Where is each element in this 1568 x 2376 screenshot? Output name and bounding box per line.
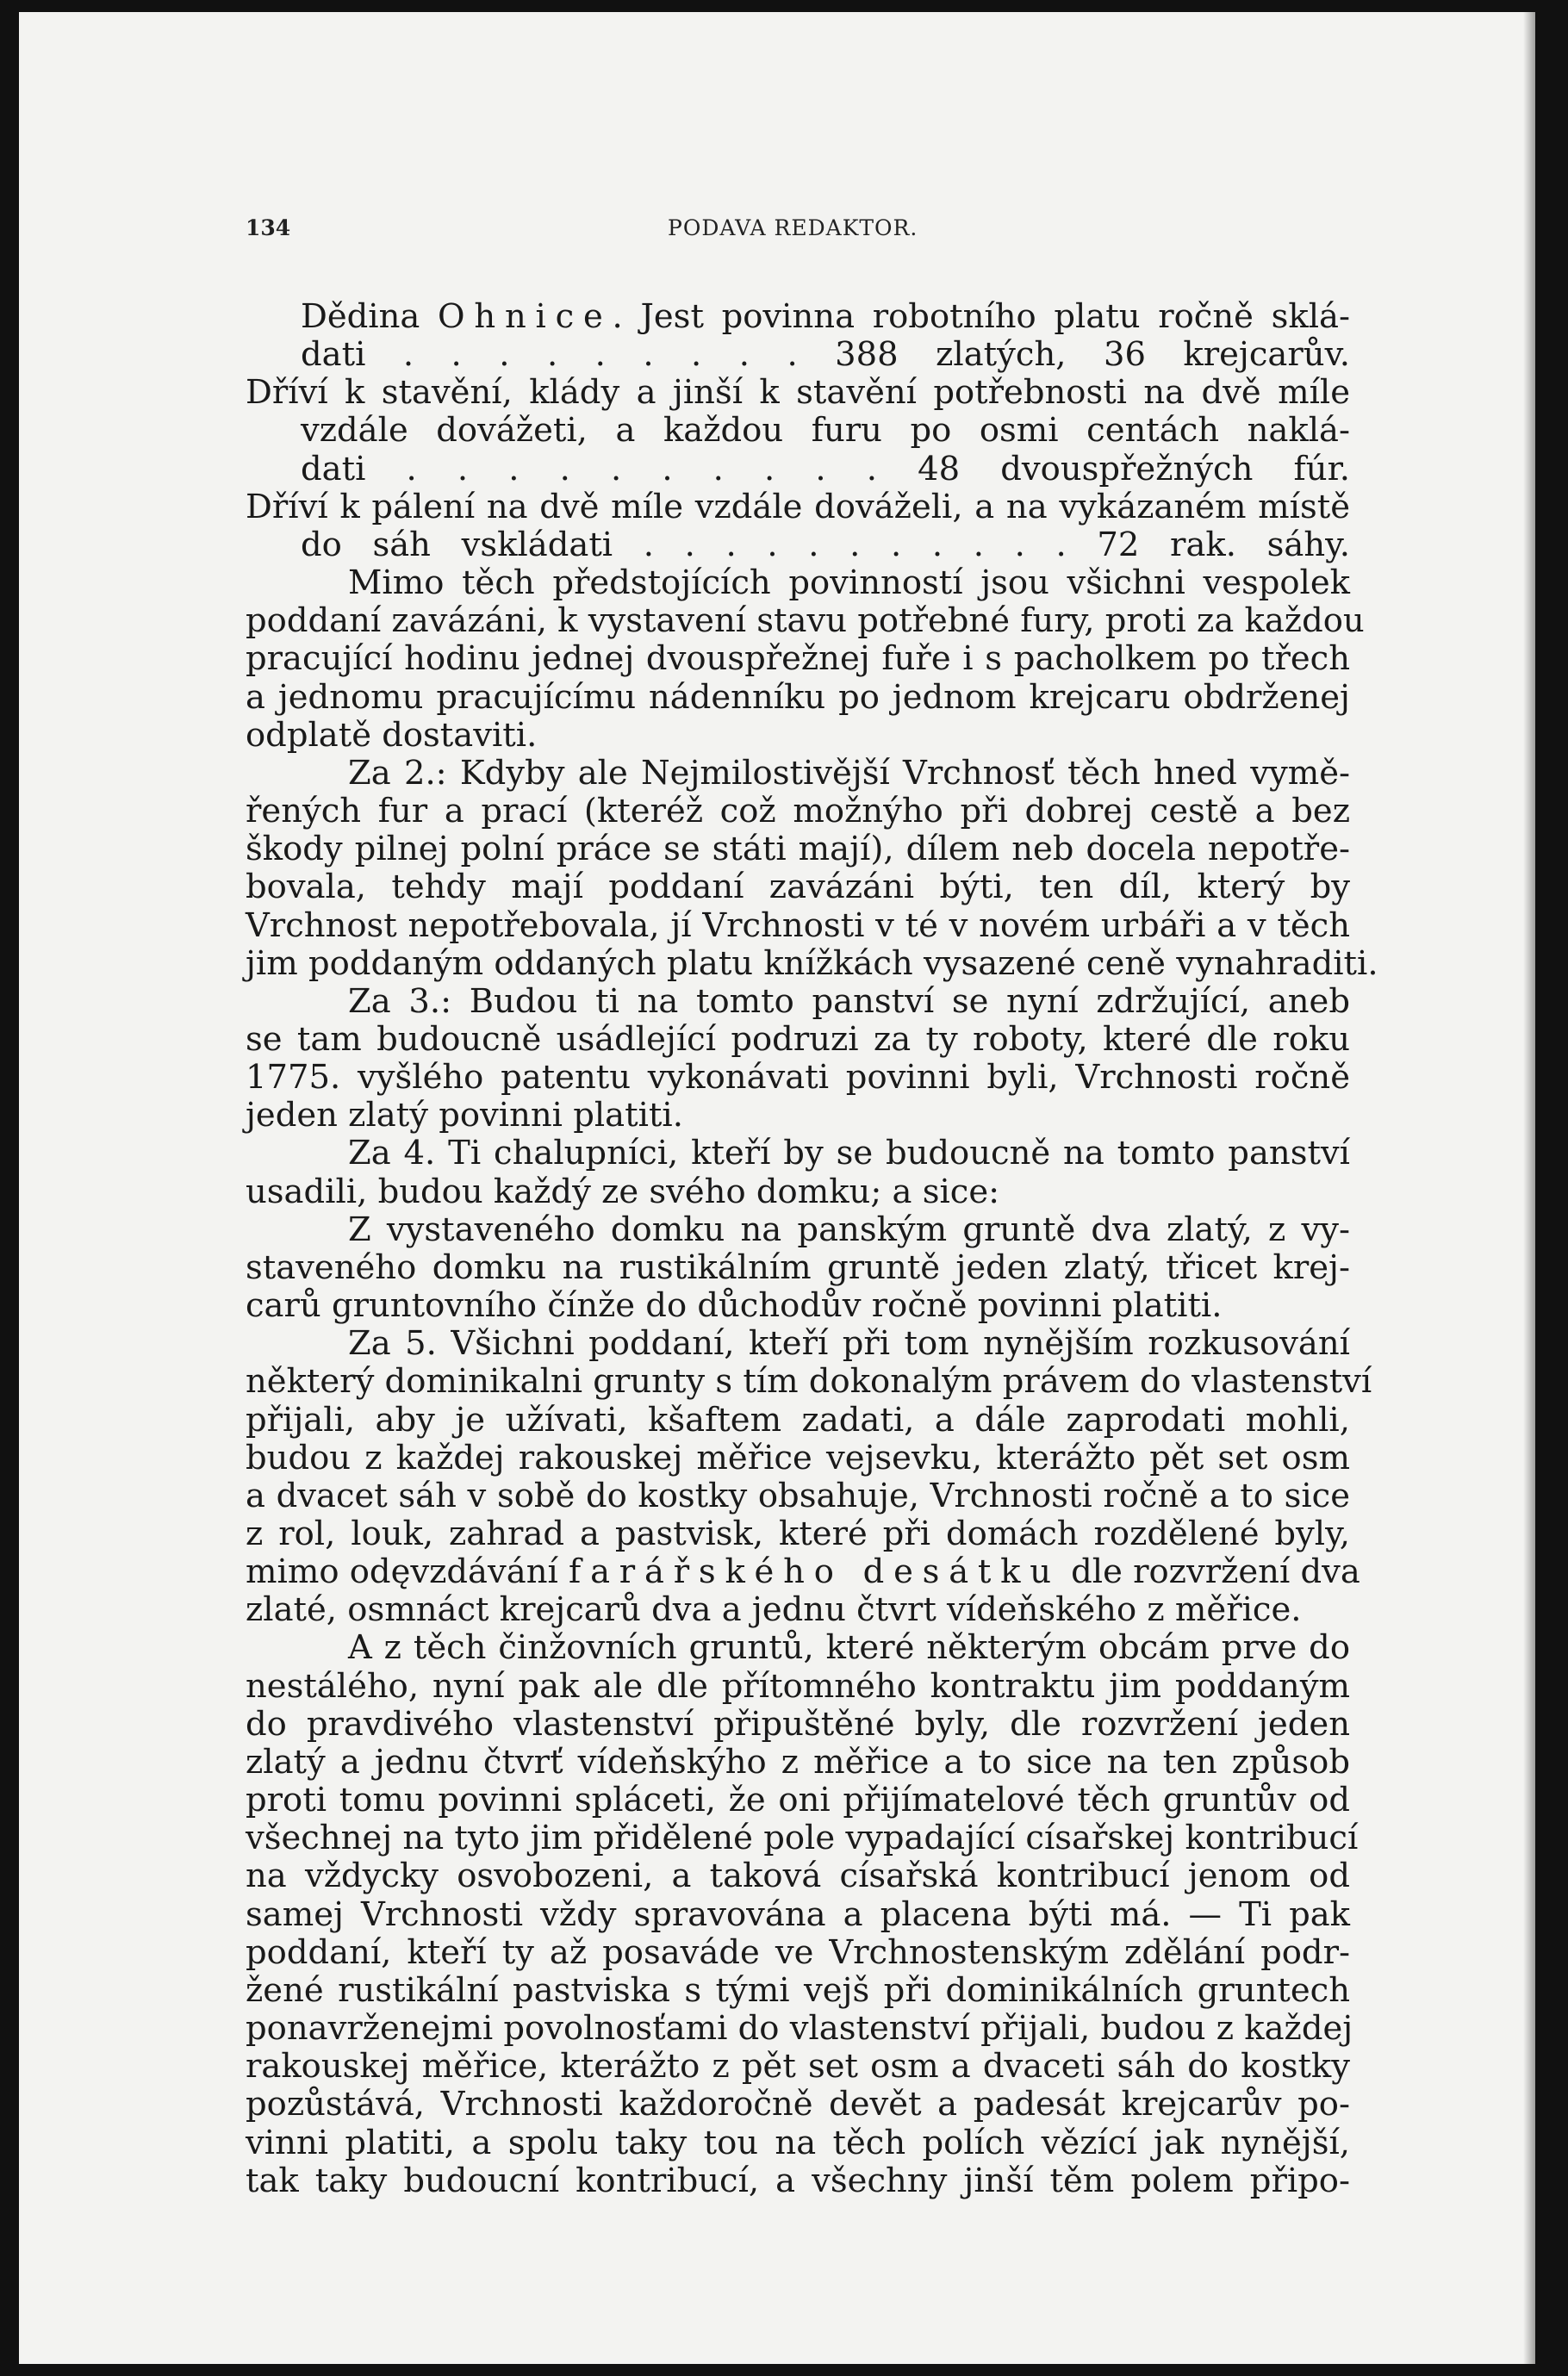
text-segment: Z vystaveného domku na panským gruntě dva zlatý, z vy-: [348, 1210, 1350, 1249]
text-segment: poddaní, kteří ty až posaváde ve Vrchnostenským zdělání podr-: [246, 1932, 1350, 1972]
text-line: [246, 1362, 1372, 1402]
text-segment: a dvacet sáh v sobě do kostky obsahuje, Vrchnosti ročně a to sice: [246, 1476, 1350, 1515]
text-line: [246, 1552, 1360, 1592]
text-segment: žené rustikální pastviska s tými vejš při dominikálních gruntech: [246, 1970, 1350, 2010]
text-segment: jeden zlatý povinni platiti.: [246, 1096, 683, 1135]
text-line: [246, 1402, 1350, 1440]
text-line: [246, 1173, 1350, 1211]
text-line: [246, 1135, 1350, 1172]
text-segment: do sáh vskládati . . . . . . . . . . . 72 rak. sáhy.: [301, 525, 1350, 564]
text-line: [246, 943, 1378, 983]
text-segment: Mimo těch předstojících povinností jsou všichni vespolek: [348, 563, 1350, 603]
text-line: [246, 1706, 1350, 1744]
text-segment: pracující hodinu jednej dvouspřežnej fuře i s pacholkem po třech: [246, 639, 1350, 679]
text-segment: rakouskej měřice, kterážto z pět set osm a dvaceti sáh do kostky: [246, 2047, 1350, 2087]
text-line: [246, 983, 1350, 1021]
text-line: [246, 679, 1350, 717]
text-line: [246, 451, 1350, 488]
text-line: [246, 868, 1350, 906]
text-segment: ponavrženejmi povolnosťami do vlastenství přijali, budou z každej: [246, 2009, 1353, 2049]
text-segment: některý dominikalni grunty s tím dokonalým právem do vlastenství: [246, 1362, 1372, 1402]
text-line: [246, 1782, 1350, 1819]
text-line: [246, 755, 1350, 793]
page-header: [246, 215, 1535, 250]
text-segment: všechnej na tyto jim přidělené pole vypadající císařskej kontribucí: [246, 1819, 1359, 1858]
text-segment: samej Vrchnosti vždy spravována a placena býti má. — Ti pak: [246, 1894, 1350, 1934]
text-segment: Dříví k pálení na dvě míle vzdále dováželi, a na vykázaném místě: [246, 487, 1350, 526]
text-line: [246, 1819, 1359, 1858]
text-line: [246, 1896, 1350, 1934]
text-segment: nestálého, nyní pak ale dle přítomného kontraktu jim poddaným: [246, 1666, 1350, 1706]
text-line: [246, 488, 1350, 526]
text-line: [246, 1934, 1350, 1972]
text-line: [246, 1059, 1350, 1097]
text-line: [246, 298, 1350, 336]
text-line: [246, 1857, 1350, 1895]
text-line: [246, 2086, 1350, 2124]
text-segment: mimo odęvzdávání: [246, 1552, 569, 1592]
text-segment: pozůstává, Vrchnosti každoročně devět a padesát krejcarův po-: [246, 2085, 1350, 2124]
text-segment: dati . . . . . . . . . 388 zlatých, 36 krejcarův.: [301, 335, 1350, 375]
text-line: [246, 564, 1350, 602]
text-segment: poddaní zavázáni, k vystavení stavu potřebné fury, proti za každou: [246, 601, 1365, 641]
text-segment: dati . . . . . . . . . . 48 dvouspřežných fúr.: [301, 449, 1350, 488]
text-segment: z rol, louk, zahrad a pastvisk, které při domách rozdělené byly,: [246, 1515, 1350, 1553]
text-segment: řených fur a prací (kteréž což možnýho při dobrej cestě a bez: [246, 792, 1350, 831]
text-segment: vzdále dovážeti, a každou furu po osmi centách naklá-: [301, 411, 1350, 451]
text-segment: Dědina: [301, 297, 439, 336]
text-line: [246, 717, 1350, 755]
text-line: [246, 526, 1350, 564]
text-line: [246, 1972, 1350, 2010]
text-segment: škody pilnej polní práce se státi mají), dílem neb docela nepotře-: [246, 830, 1350, 869]
text-line: [246, 412, 1350, 450]
text-segment: Za 5. Všichni poddaní, kteří při tom nynějším rozkusování: [348, 1324, 1350, 1364]
text-segment: se tam budoucně usádlející podruzi za ty roboty, které dle roku: [246, 1019, 1350, 1059]
text-segment: zlatý a jednu čtvrť vídeňskýho z měřice a to sice na ten způsob: [246, 1742, 1350, 1782]
text-segment: bovala, tehdy mají poddaní zavázáni býti, ten díl, který by: [246, 868, 1350, 907]
text-line: [246, 1211, 1350, 1249]
text-line: [246, 640, 1350, 678]
text-segment: Za 3.: Budou ti na tomto panství se nyní zdržující, aneb: [348, 981, 1350, 1021]
text-line: [246, 336, 1350, 374]
text-segment: a jednomu pracujícímu nádenníku po jednom krejcaru obdrženej: [246, 677, 1350, 717]
text-line: [246, 1629, 1350, 1667]
text-segment: odplatě dostaviti.: [246, 715, 538, 755]
spaced-emphasis: Ohnice: [438, 297, 613, 336]
text-segment: A z těch činžovních gruntů, které některým obcám prve do: [348, 1628, 1350, 1668]
text-line: [246, 1287, 1350, 1325]
text-segment: staveného domku na rustikálním gruntě jeden zlatý, třicet krej-: [246, 1247, 1350, 1287]
text-line: [246, 1744, 1350, 1782]
text-line: [246, 2162, 1350, 2200]
text-segment: carů gruntovního čínže do důchodův ročně povinni platiti.: [246, 1286, 1223, 1326]
text-line: [246, 1477, 1350, 1515]
text-line: [246, 2009, 1353, 2049]
text-line: [246, 1440, 1350, 1477]
text-line: [246, 1668, 1350, 1706]
text-line: [246, 2048, 1350, 2086]
text-line: [246, 1515, 1350, 1553]
text-line: [246, 1591, 1350, 1629]
text-line: [246, 1325, 1350, 1363]
book-page: [19, 12, 1535, 2364]
text-segment: proti tomu povinni spláceti, že oni přijímatelové těch gruntův od: [246, 1781, 1350, 1820]
text-segment: Dříví k stavění, klády a jinší k stavění potřebnosti na dvě míle: [246, 373, 1350, 413]
text-line: [246, 2124, 1350, 2162]
text-line: [246, 907, 1350, 945]
text-segment: vinni platiti, a spolu taky tou na těch polích vězící jak nynější,: [246, 2123, 1350, 2162]
running-head: PODAVA REDAKTOR.: [668, 215, 918, 240]
text-segment: Za 4. Ti chalupníci, kteří by se budoucně na tomto panství: [348, 1134, 1350, 1173]
text-segment: usadili, budou každý ze svého domku; a sice:: [246, 1172, 1000, 1211]
text-segment: zlaté, osmnáct krejcarů dva a jednu čtvrt vídeňského z měřice.: [246, 1590, 1302, 1630]
text-segment: budou z každej rakouskej měřice vejsevku, kterážto pět set osm: [246, 1438, 1350, 1477]
text-segment: Vrchnost nepotřebovala, jí Vrchnosti v té v novém urbáři a v těch: [246, 905, 1350, 945]
text-segment: jim poddaným oddaných platu knížkách vysazené ceně vynahraditi.: [246, 943, 1378, 983]
text-segment: dle rozvržení dva: [1060, 1552, 1360, 1592]
body-text: [246, 297, 1378, 2200]
text-segment: tak taky budoucní kontribucí, a všechny jinší těm polem připo-: [246, 2161, 1350, 2200]
spaced-emphasis: farářského desátku: [569, 1552, 1061, 1592]
text-segment: přijali, aby je užívati, kšaftem zadati, a dále zaprodati mohli,: [246, 1400, 1350, 1440]
text-segment: . Jest povinna robotního platu ročně sklá-: [612, 297, 1350, 336]
text-line: [246, 1249, 1350, 1287]
text-segment: Za 2.: Kdyby ale Nejmilostivější Vrchnosť těch hned vymě-: [348, 753, 1350, 793]
text-line: [246, 1021, 1350, 1059]
text-line: [246, 793, 1350, 830]
text-segment: 1775. vyšlého patentu vykonávati povinni byli, Vrchnosti ročně: [246, 1058, 1350, 1098]
text-line: [246, 374, 1350, 412]
text-segment: do pravdivého vlastenství připuštěné byly, dle rozvržení jeden: [246, 1704, 1350, 1744]
text-segment: na vždycky osvobozeni, a taková císařská kontribucí jenom od: [246, 1857, 1350, 1896]
page-number: 134: [246, 215, 291, 240]
text-line: [246, 830, 1350, 868]
text-line: [246, 601, 1365, 641]
text-line: [246, 1097, 1350, 1135]
